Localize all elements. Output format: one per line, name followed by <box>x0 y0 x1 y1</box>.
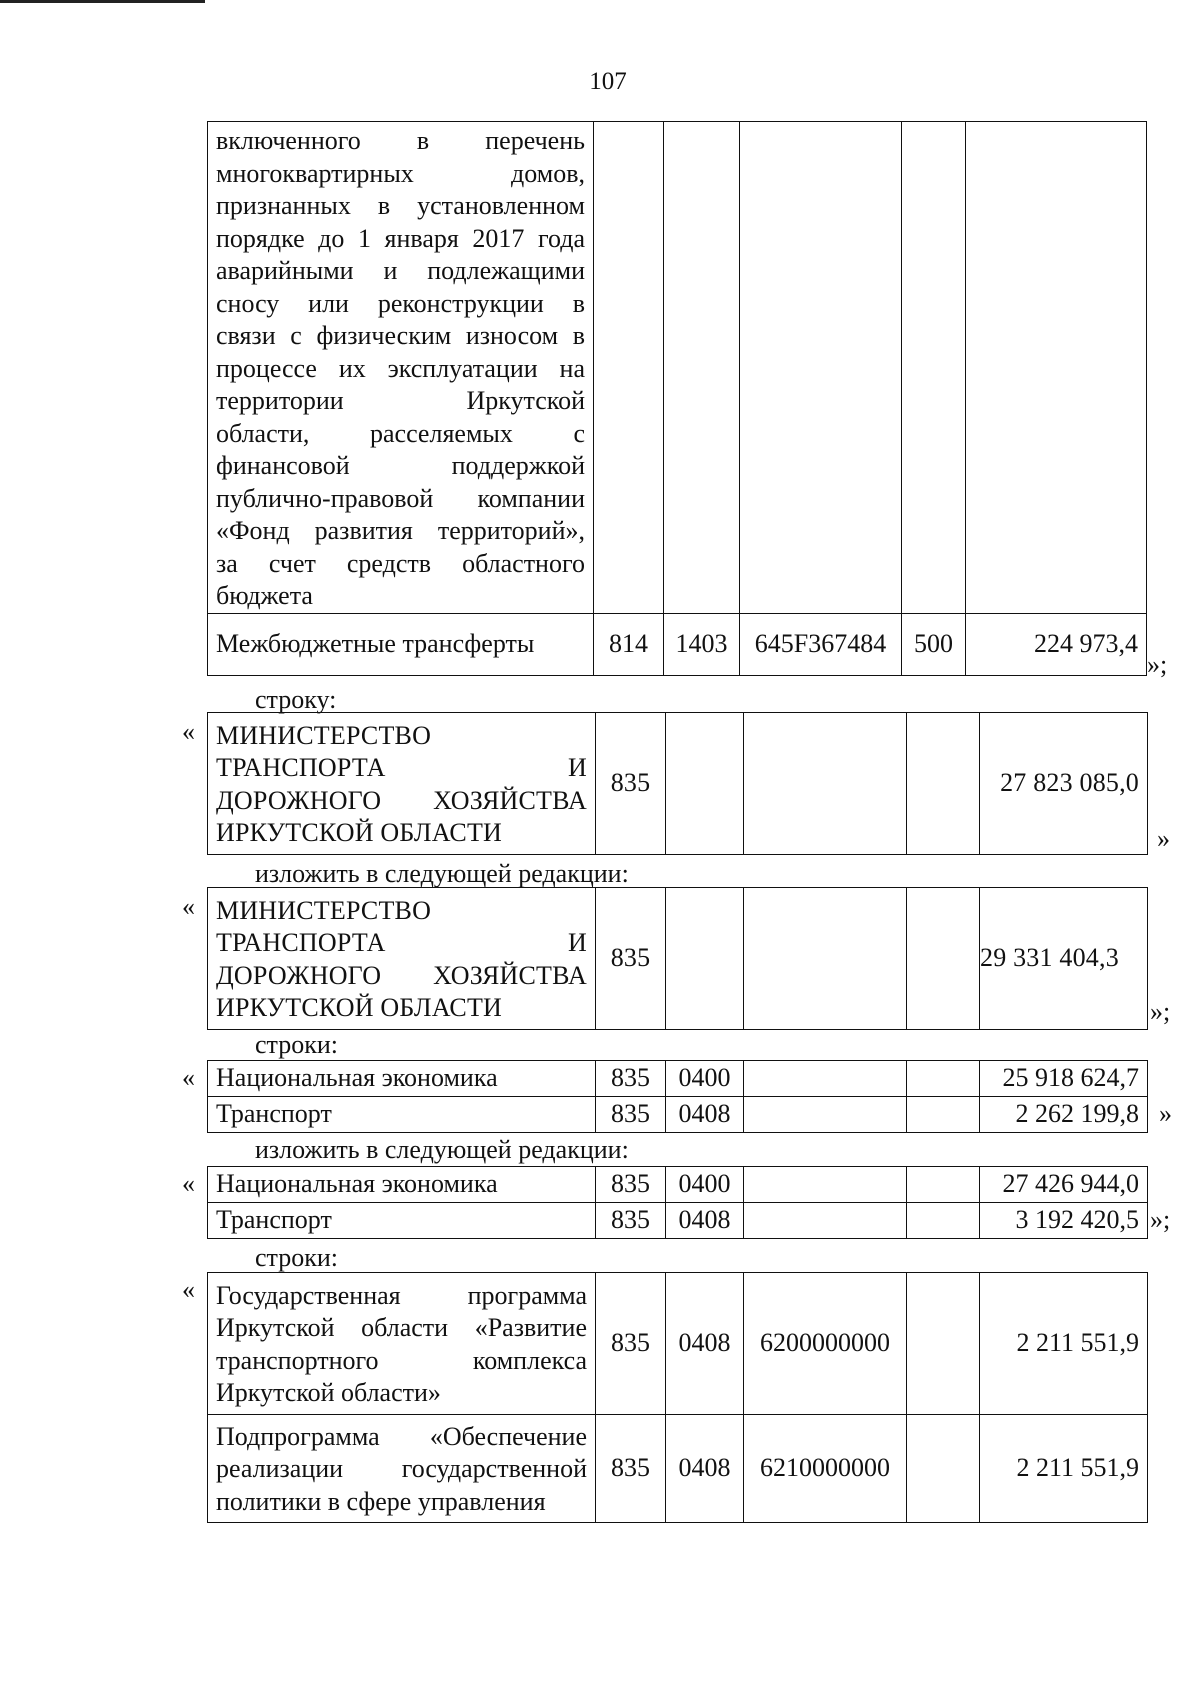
cell-code2 <box>664 122 740 614</box>
cell-code4 <box>907 1415 980 1523</box>
cell-code1: 835 <box>596 1203 666 1239</box>
cell-code3 <box>744 888 907 1030</box>
row-name-text: Государственная программа Иркутской области «Развитие транспортного комплекса Иркутской области» <box>208 1273 596 1415</box>
row-name-text: Межбюджетные трансферты <box>208 613 594 675</box>
cell-code2: 0408 <box>666 1203 744 1239</box>
opening-quote: « <box>182 1169 195 1198</box>
cell-value: 224 973,4 <box>966 613 1147 675</box>
cell-value: 29 331 404,3 <box>980 888 1148 1030</box>
row-name-text: включенного в перечень многоквартирных домов, признанных в установленном порядке до 1 января 2017 года аварийными и подлежащими сносу или реконструкции в связи с физическим износом в процессе их эксплуатации на территории Иркутской области, расселяемых с финансовой поддержкой публично-правовой компании «Фонд развития территорий», за счет средств областного бюджета <box>208 122 594 614</box>
cell-code4 <box>907 1167 980 1203</box>
cell-code4 <box>907 888 980 1030</box>
cell-code2 <box>666 713 744 855</box>
row-name-text: Национальная экономика <box>208 1167 596 1203</box>
cell-code1: 835 <box>596 888 666 1030</box>
table-row <box>208 1061 1148 1097</box>
cell-code3: 6200000000 <box>744 1273 907 1415</box>
cell-code1: 835 <box>596 1167 666 1203</box>
cell-value: 2 211 551,9 <box>980 1415 1148 1523</box>
instruction-label: строку: <box>255 685 337 714</box>
cell-code2: 0408 <box>666 1097 744 1133</box>
justified-word: программа <box>467 1280 587 1310</box>
justified-word: перечень <box>485 126 585 155</box>
cell-value: 2 211 551,9 <box>980 1273 1148 1415</box>
cell-code2: 0408 <box>666 1415 744 1523</box>
cell-code1: 835 <box>596 1415 666 1523</box>
cell-code4 <box>907 713 980 855</box>
opening-quote: « <box>182 717 195 746</box>
cell-value: 27 426 944,0 <box>980 1167 1148 1203</box>
row-name-text: МИНИСТЕРСТВО ТРАНСПОРТА И ДОРОЖНОГО ХОЗЯЙСТВА ИРКУТСКОЙ ОБЛАСТИ <box>208 713 596 855</box>
cell-code3 <box>744 1203 907 1239</box>
cell-value <box>966 122 1147 614</box>
page-number: 107 <box>589 68 627 95</box>
cell-code1 <box>594 122 664 614</box>
opening-quote: « <box>182 892 195 921</box>
cell-code1: 835 <box>596 1097 666 1133</box>
cell-code1: 814 <box>594 613 664 675</box>
cell-code3: 6210000000 <box>744 1415 907 1523</box>
table-row <box>208 613 1147 675</box>
closing-quote: » <box>1157 824 1170 853</box>
table-row <box>208 1415 1148 1523</box>
table-continuation <box>207 121 1147 676</box>
opening-quote: « <box>182 1063 195 1092</box>
instruction-label: изложить в следующей редакции: <box>255 1135 629 1164</box>
table-economy-new <box>207 1166 1148 1239</box>
cell-code4: 500 <box>902 613 966 675</box>
cell-value: 2 262 199,8 <box>980 1097 1148 1133</box>
cell-code1: 835 <box>596 713 666 855</box>
instruction-label: изложить в следующей редакции: <box>255 859 629 888</box>
cell-code1: 835 <box>596 1061 666 1097</box>
table-row <box>208 1273 1148 1415</box>
table-row <box>208 1167 1148 1203</box>
row-name-text: Транспорт <box>208 1203 596 1239</box>
table-economy-old <box>207 1060 1148 1133</box>
cell-code3 <box>744 1061 907 1097</box>
cell-code3: 645F367484 <box>740 613 902 675</box>
row-name-text: МИНИСТЕРСТВО ТРАНСПОРТА И ДОРОЖНОГО ХОЗЯЙСТВА ИРКУТСКОЙ ОБЛАСТИ <box>208 888 596 1030</box>
justified-word: ТРАНСПОРТА <box>216 928 386 957</box>
table-ministry-old <box>207 712 1148 855</box>
closing-quote: »; <box>1150 1205 1171 1234</box>
cell-code2: 0400 <box>666 1061 744 1097</box>
cell-value: 3 192 420,5 <box>980 1203 1148 1239</box>
table-row <box>208 122 1147 614</box>
cell-code1: 835 <box>596 1273 666 1415</box>
cell-code4 <box>907 1203 980 1239</box>
table-program <box>207 1272 1148 1523</box>
justified-word: И <box>568 753 587 782</box>
justified-word: в <box>416 126 430 155</box>
cell-code2: 1403 <box>664 613 740 675</box>
cell-code4 <box>907 1061 980 1097</box>
opening-quote: « <box>182 1275 195 1304</box>
closing-quote: »; <box>1147 650 1168 679</box>
justified-word: Государственная <box>216 1280 401 1310</box>
table-row <box>208 888 1148 1030</box>
cell-code3 <box>740 122 902 614</box>
table-row <box>208 1097 1148 1133</box>
cell-code4 <box>902 122 966 614</box>
cell-code2: 0408 <box>666 1273 744 1415</box>
cell-code3 <box>744 713 907 855</box>
table-row <box>208 1203 1148 1239</box>
table-row <box>208 713 1148 855</box>
table-ministry-new <box>207 887 1148 1030</box>
cell-code4 <box>907 1097 980 1133</box>
cell-code3 <box>744 1097 907 1133</box>
cell-value: 27 823 085,0 <box>980 713 1148 855</box>
cell-code2: 0400 <box>666 1167 744 1203</box>
row-name-text: Подпрограмма «Обеспечение реализации государственной политики в сфере управления <box>208 1415 596 1523</box>
closing-quote: »; <box>1150 997 1171 1026</box>
instruction-label: строки: <box>255 1030 338 1059</box>
justified-word: включенного <box>216 126 361 155</box>
row-name-text: Транспорт <box>208 1097 596 1133</box>
instruction-label: строки: <box>255 1243 338 1272</box>
cell-value: 25 918 624,7 <box>980 1061 1148 1097</box>
closing-quote: » <box>1159 1099 1172 1128</box>
cell-code3 <box>744 1167 907 1203</box>
justified-word: И <box>568 928 587 957</box>
cell-code4 <box>907 1273 980 1415</box>
justified-word: ТРАНСПОРТА <box>216 753 386 782</box>
top-rule <box>0 0 205 3</box>
cell-code2 <box>666 888 744 1030</box>
row-name-text: Национальная экономика <box>208 1061 596 1097</box>
